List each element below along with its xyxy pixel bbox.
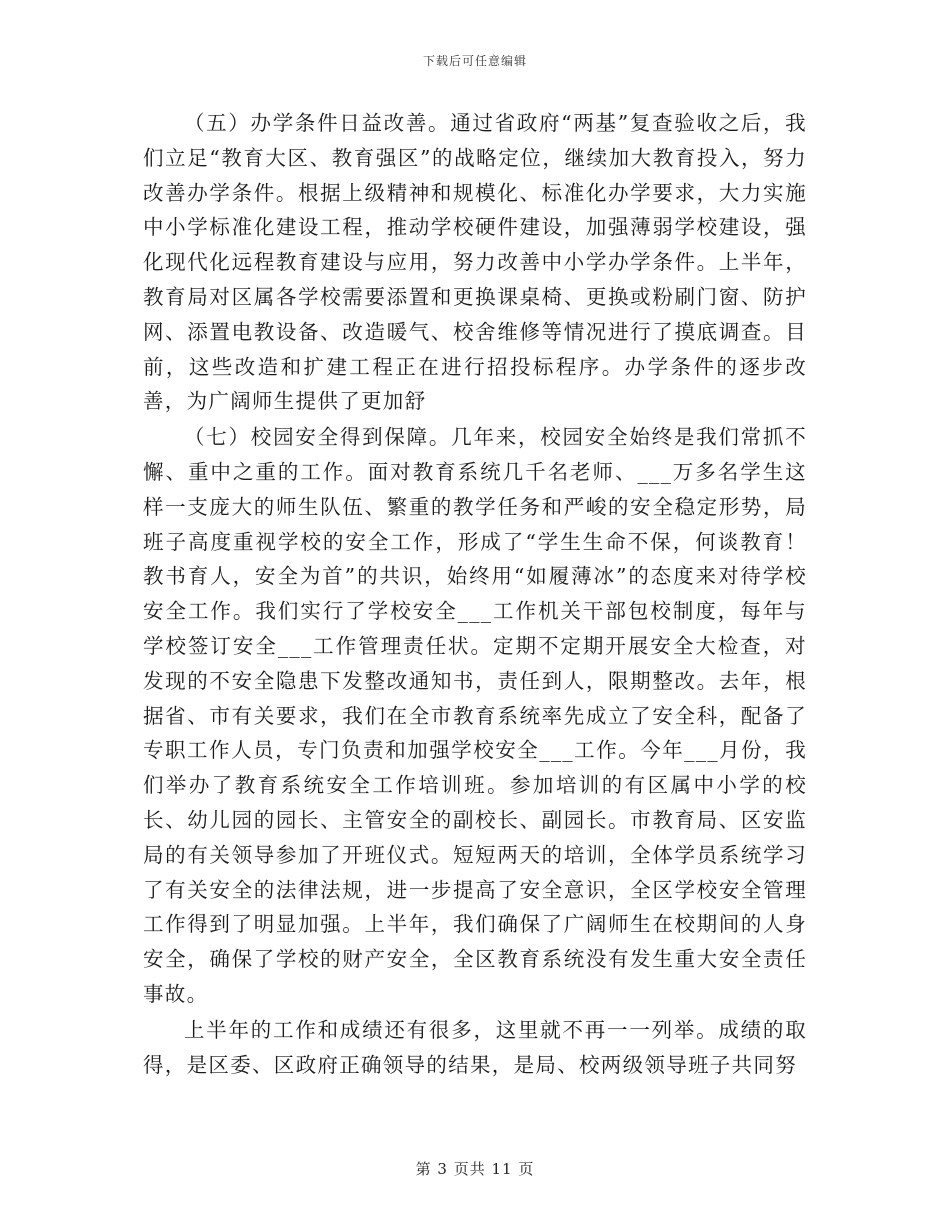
paragraph-campus-safety: （七）校园安全得到保障。几年来，校园安全始终是我们常抓不懈、重中之重的工作。面对教育系统几千名老师、___万多名学生这样一支庞大的师生队伍、繁重的教学任务和严峻的安全稳定形势，局班子高度重视学校的安全工作，形成了“学生生命不保，何谈教育！教书育人，安全为首”的共识，始终用“如履薄冰”的态度来对待学校安全工作。我们实行了学校安全___工作机关干部包校制度，每年与学校签订安全___工作管理责任状。定期不定期开展安全大检查，对发现的不安全隐患下发整改通知书，责任到人，限期整改。去年，根据省、市有关要求，我们在全市教育系统率先成立了安全科，配备了专职工作人员，专门负责和加强学校安全___工作。今年___月份，我们举办了教育系统安全工作培训班。参加培训的有区属中小学的校长、幼儿园的园长、主管安全的副校长、副园长。市教育局、区安监局的有关领导参加了开班仪式。短短两天的培训，全体学员系统学习了有关安全的法律法规，进一步提高了安全意识，全区学校安全管理工作得到了明显加强。上半年，我们确保了广阔师生在校期间的人身安全，确保了学校的财产安全，全区教育系统没有发生重大安全责任事故。 [143, 425, 807, 1006]
document-body [143, 106, 807, 1082]
page-number: 第 3 页共 11 页 [415, 1160, 535, 1178]
page-header: 下载后可任意编辑 [422, 54, 527, 68]
paragraph-summary: 上半年的工作和成绩还有很多，这里就不再一一列举。成绩的取得，是区委、区政府正确领导的结果，是局、校两级领导班子共同努 [143, 1017, 807, 1077]
paragraph-school-conditions: （五）办学条件日益改善。通过省政府“两基”复查验收之后，我们立足“教育大区、教育强区”的战略定位，继续加大教育投入，努力改善办学条件。根据上级精神和规模化、标准化办学要求，大力实施中小学标准化建设工程，推动学校硬件建设，加强薄弱学校建设，强化现代化远程教育建设与应用，努力改善中小学办学条件。上半年，教育局对区属各学校需要添置和更换课桌椅、更换或粉刷门窗、防护网、添置电教设备、改造暖气、校舍维修等情况进行了摸底调查。目前，这些改造和扩建工程正在进行招投标程序。办学条件的逐步改善，为广阔师生提供了更加舒 [143, 111, 807, 414]
